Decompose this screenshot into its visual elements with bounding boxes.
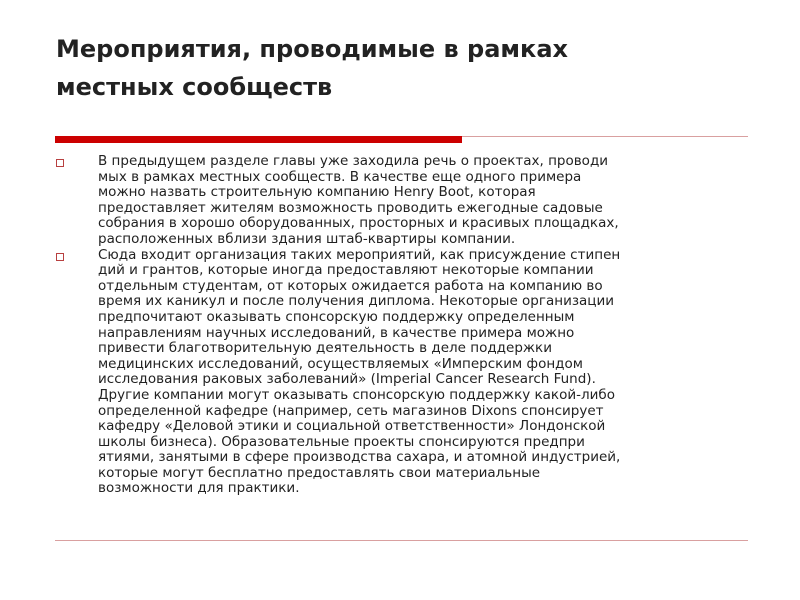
bullet-text-line: ятиями, занятыми в сфере производства сахара, и атомной индустрией,: [98, 449, 621, 466]
bullet-text-line: дий и грантов, которые иногда предоставляют некоторые компании: [98, 262, 594, 279]
bullet-text-line: направлениям научных исследований, в качестве примера можно: [98, 324, 575, 341]
bullet-text-line: определенной кафедре (например, сеть магазинов Dixons спонсирует: [98, 402, 604, 419]
bullet-text-line: можно назвать строительную компанию Henry Boot, которая: [98, 184, 536, 201]
bullet-text-line: предпочитают оказывать спонсорскую поддержку определенным: [98, 308, 575, 325]
bullet-text-line: собрания в хорошо оборудованных, просторных и красивых площадках,: [98, 215, 619, 232]
bullet-text: [98, 154, 756, 248]
bullet-text-line: кафедру «Деловой этики и социальной ответственности» Лондонской: [98, 418, 606, 435]
bullet-text-line: исследования раковых заболеваний» (Imperial Cancer Research Fund).: [98, 371, 596, 388]
bullet-text: [98, 248, 756, 498]
bullet-text-line: мых в рамках местных сообществ. В качестве еще одного примера: [98, 168, 582, 185]
bullet-text-line: В предыдущем разделе главы уже заходила речь о проектах, проводи: [98, 153, 609, 169]
bullet-text-line: расположенных вблизи здания штаб-квартиры компании.: [98, 230, 516, 247]
slide-title-line: Мероприятия, проводимые в рамках: [56, 35, 569, 63]
bullet-text-line: отдельным студентам, от которых ожидается работа на компанию во: [98, 277, 603, 294]
bullet-text-line: которые могут бесплатно предоставлять свои материальные: [98, 464, 541, 481]
hollow-square-bullet-icon: [56, 159, 64, 167]
bullet-text-line: школы бизнеса). Образовательные проекты спонсируются предпри: [98, 433, 585, 450]
bullet-text-line: медицинских исследований, осуществляемых «Имперским фондом: [98, 355, 583, 372]
bullet-text-line: предоставляет жителям возможность проводить ежегодные садовые: [98, 199, 603, 216]
bullet-text-line: Сюда входит организация таких мероприятий, как присуждение стипен: [98, 246, 621, 263]
hollow-square-bullet-icon: [56, 253, 64, 261]
slide-body: [56, 154, 756, 497]
title-accent-rule: [55, 136, 462, 143]
bullet-text-line: привести благотворительную деятельность в деле поддержки: [98, 340, 552, 357]
bullet-item: [56, 154, 756, 248]
footer-thin-rule: [55, 540, 748, 541]
slide-title-line: местных сообществ: [56, 73, 333, 101]
bullet-text-line: возможности для практики.: [98, 480, 300, 497]
bullet-text-line: время их каникул и после получения диплома. Некоторые организации: [98, 293, 615, 310]
slide-title: [56, 30, 756, 106]
bullet-item: [56, 248, 756, 498]
title-thin-rule: [462, 136, 748, 137]
bullet-text-line: Другие компании могут оказывать спонсорскую поддержку какой-либо: [98, 386, 615, 403]
